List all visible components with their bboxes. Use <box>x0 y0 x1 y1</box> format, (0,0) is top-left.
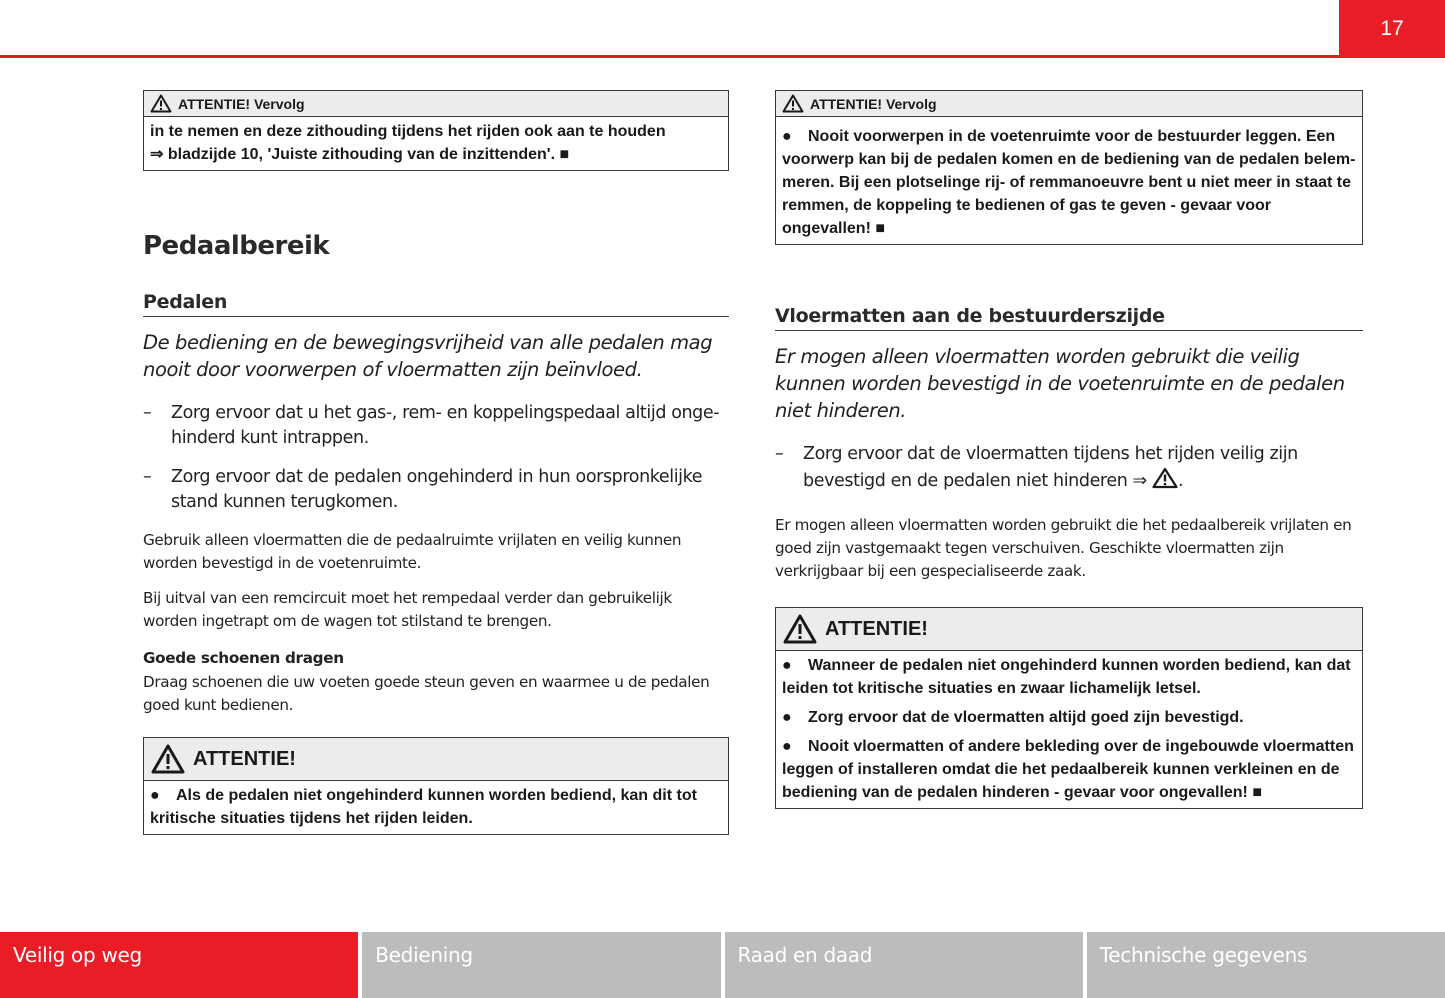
warning-item <box>782 125 1356 240</box>
tab-veilig-op-weg[interactable]: Veilig op weg <box>0 932 358 998</box>
left-column <box>143 90 729 835</box>
list-item-end: . <box>1178 471 1184 491</box>
subsection-title: Vloermatten aan de bestuurderszijde <box>775 305 1363 331</box>
warning-item <box>150 784 722 830</box>
paragraph: Bij uitval van een remcircuit moet het rempedaal verder dan gebruikelijk worden ingetrapt om de wagen tot stilstand te brengen. <box>143 589 672 630</box>
lead-text: Er mogen alleen vloermatten worden gebruikt die veilig kunnen worden bevestigd in de voetenruimte en de pedalen niet hinderen. <box>775 345 1345 422</box>
bullet-icon: ● <box>782 709 792 726</box>
warning-triangle-icon <box>783 614 817 644</box>
warning-triangle-icon <box>151 744 185 774</box>
list-item-text: Zorg ervoor dat u het gas-, rem- en koppelingspedaal altijd ongehinderd kunt intrappen. <box>171 403 720 448</box>
shoes-heading: Goede schoenen dragen <box>143 649 344 667</box>
bullet-icon: ● <box>150 787 160 804</box>
dash-marker: – <box>143 403 152 423</box>
page-number: 17 <box>1339 0 1445 57</box>
warning-continued-box <box>775 90 1363 245</box>
dash-marker: – <box>775 444 784 464</box>
paragraph: Gebruik alleen vloermatten die de pedaalruimte vrijlaten en veilig kunnen worden bevestigd in de voetenruimte. <box>143 531 682 572</box>
warning-body <box>144 117 728 170</box>
warning-continued-box <box>143 90 729 171</box>
warning-item-text: Wanneer de pedalen niet ongehinderd kunnen worden bediend, kan dat leiden tot kritische situaties en zwaar lichamelijk letsel. <box>782 657 1351 697</box>
tab-raad-en-daad[interactable]: Raad en daad <box>725 932 1083 998</box>
warning-title: ATTENTIE! <box>825 617 928 640</box>
warning-box <box>775 607 1363 809</box>
warning-header <box>776 91 1362 117</box>
warning-item-text: Zorg ervoor dat de vloermatten altijd goed zijn bevestigd. <box>808 709 1244 726</box>
warning-item <box>782 735 1356 804</box>
section-title: Pedaalbereik <box>143 231 330 261</box>
warning-item <box>782 706 1356 729</box>
list-item-text: Zorg ervoor dat de pedalen ongehinderd in hun oorspronkelijke stand kunnen terugkomen. <box>171 467 703 512</box>
dash-list <box>143 401 729 515</box>
warning-body <box>776 117 1362 244</box>
list-item <box>143 465 729 515</box>
paragraph: Er mogen alleen vloermatten worden gebruikt die het pedaalbereik vrijlaten en goed zijn vastgemaakt tegen verschuiven. Geschikte vloermatten zijn verkrijgbaar bij een gespecialiseerde zaak. <box>775 516 1352 580</box>
warning-header <box>144 91 728 117</box>
warning-title: ATTENTIE! Vervolg <box>810 95 937 112</box>
warning-triangle-icon <box>150 94 172 113</box>
tab-bediening[interactable]: Bediening <box>362 932 720 998</box>
header-rule <box>0 55 1445 58</box>
lead-text: De bediening en de bewegingsvrijheid van alle pedalen mag nooit door voorwerpen of vloermatten zijn beïnvloed. <box>143 331 713 381</box>
warning-triangle-icon[interactable] <box>1152 467 1178 489</box>
bullet-icon: ● <box>782 657 792 674</box>
right-column <box>775 90 1363 809</box>
warning-body <box>144 781 728 834</box>
list-item-content <box>803 442 1363 494</box>
warning-triangle-icon <box>782 94 804 113</box>
tab-technische-gegevens[interactable]: Technische gegevens <box>1087 932 1445 998</box>
list-item <box>775 442 1363 494</box>
warning-box <box>143 737 729 835</box>
warning-title: ATTENTIE! Vervolg <box>178 95 305 112</box>
page-reference-link[interactable]: ⇒ bladzijde 10, 'Juiste zithouding van de inzittenden'. ■ <box>150 146 570 163</box>
warning-item-text: Nooit voorwerpen in de voetenruimte voor de bestuurder leggen. Een voorwerp kan bij de pedalen komen en de bediening van de pedalen belemmeren. Bij een plotselinge rij- of remmanoeuvre bent u niet meer in staat te remmen, de koppeling te bedienen of gas te geven - gevaar voor ongevallen! ■ <box>782 128 1356 237</box>
dash-marker: – <box>143 467 152 487</box>
warning-body <box>776 651 1362 808</box>
subsection-title: Pedalen <box>143 291 729 317</box>
warning-item-text: Als de pedalen niet ongehinderd kunnen worden bediend, kan dit tot kritische situaties tijdens het rijden leiden. <box>150 787 697 827</box>
paragraph: Draag schoenen die uw voeten goede steun geven en waarmee u de pedalen goed kunt bedienen. <box>143 673 710 714</box>
bullet-icon: ● <box>782 738 792 755</box>
list-item-text: Zorg ervoor dat de vloermatten tijdens het rijden veilig zijn bevestigd en de pedalen niet hinderen ⇒ <box>803 444 1298 491</box>
warning-item <box>782 654 1356 700</box>
chapter-nav <box>0 932 1445 998</box>
list-item <box>143 401 729 451</box>
warning-text-line: in te nemen en deze zithouding tijdens het rijden ook aan te houden <box>150 123 666 140</box>
bullet-icon: ● <box>782 128 792 145</box>
warning-item-text: Nooit vloermatten of andere bekleding over de ingebouwde vloermatten leggen of installeren omdat die het pedaalbereik kunnen verkleinen en de bediening van de pedalen hinderen - gevaar voor ongevallen! ■ <box>782 738 1354 801</box>
warning-header <box>144 738 728 781</box>
warning-title: ATTENTIE! <box>193 747 296 770</box>
warning-header <box>776 608 1362 651</box>
